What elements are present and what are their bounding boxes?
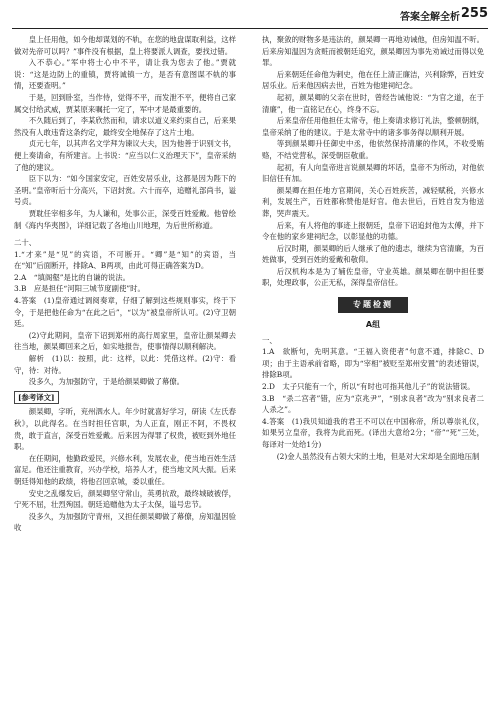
header-rule <box>12 28 488 29</box>
translation-paragraph: 安史之乱爆发后，颜杲卿坚守常山，英勇抗敌，最终城破被俘，宁死不屈，壮烈殉国。朝廷追赠他为太子太保，谥号忠节。 <box>14 488 236 510</box>
paragraph: 皇上任用他，如今他却谋划的不轨，在您的地盘谋取利益，这样做对先帝可以吗？”事件没有根据，皇上将要派人调查，要找过错。 <box>14 35 236 56</box>
paragraph: 等到颜杲卿升任御史中丞，他依然保持清廉的作风，不收受贿赂，不结党营私，深受朝臣敬重。 <box>262 139 484 160</box>
group-heading: A组 <box>365 320 381 330</box>
answer-item: 3.B 应是担任“河阳三城节度副使”时。 <box>14 284 145 294</box>
reference-translation-label: [参考译文] <box>14 391 59 405</box>
answer-item: (2)守此期间，皇帝下诏到郑州的高行周家里，皇帝让颜杲卿去往当地，颜杲卿回来之后，如实地报告，使事情得以顺利解决。 <box>14 330 236 352</box>
translation-paragraph: 颜杲卿，字昕，兖州泗水人。年少时就喜好学习，研读《左氏春秋》，以此得名。在当时担任官职，为人正直，刚正不阿，不畏权贵，敢于直言，深受百姓爱戴。后来因为得罪了权贵，被贬到外地任职。 <box>14 407 236 452</box>
answer-item: 4.答案 (1)我贝知道我的君王不可以在中国称帝，所以尊崇礼仪，如果另立皇帝，我将为此而死。(译出大意给2分；“帝”“死”三处，每译对一处给1分) <box>262 416 484 449</box>
answer-item: 3.B “杀二宫者”错，应为“京兆尹”，“别求良者”改为“别求良者二人杀之”。 <box>262 393 484 415</box>
paragraph: 后汉机构本是为了辅佐皇帝，守业英雄。颜杲卿在朝中担任要职，处理政事，公正无私，深得皇帝信任。 <box>262 266 484 288</box>
paragraph: 贞元七年，以其声名文学拜为谏议大夫，因为他善于识别文书，便上奏请命，有所建言。上书说：“应当以仁义治理天下”，皇帝采纳了他的建议。 <box>14 139 236 172</box>
page-number: 255 <box>460 6 488 21</box>
answer-item: 1.A 欲断句，先明其意。“王福入资使者”句意不通，排除C、D项；由于主语承前省略，即为“宰相”被贬至郑州安置”的表述错误，排除B项。 <box>262 347 484 380</box>
answer-item: (2)金人虽然没有占领大宋的土地，但是对大宋却是全面地压制 <box>276 451 480 461</box>
section-number: 一、 <box>262 335 277 345</box>
page-header <box>0 8 500 30</box>
translation-paragraph: 没多久，为加强防守青州，又担任颜杲卿做了幕僚，房知温因验收 <box>14 511 236 533</box>
answer-item: 2.A “填阁壑”是比的自谦的说法。 <box>14 272 131 282</box>
right-column <box>262 34 484 462</box>
paragraph: 起初，有人向皇帝进言说颜杲卿的坏话，皇帝不为所动，对他依旧信任有加。 <box>262 162 484 184</box>
section-number: 二十、 <box>14 238 37 248</box>
paragraph: 不久随后到了，李某欣然而和，请求以道义来约束自己，后来果然没有人敢违背这条约定，最终安全地保存了这片土地。 <box>14 116 236 137</box>
paragraph: 后来，有人将他的事迹上报朝廷，皇帝下诏追封他为太傅，并下令在他的家乡建祠纪念，以彰显他的功德。 <box>262 220 484 242</box>
answer-item: 2.D 太子只能有一个，所以“有时也可指其他儿子”的说法错误。 <box>262 382 475 392</box>
paragraph: 后汉时期，颜杲卿的后人继承了他的遗志，继续为官清廉，为百姓做事，受到百姓的爱戴和敬仰。 <box>262 243 484 265</box>
paragraph: 贾耽任宰相多年，为人谦和，处事公正，深受百姓爱戴。他曾绘制《海内华夷图》，详细记载了各地山川地理，为后世所称道。 <box>14 208 236 230</box>
answer-item: 没多久，为加强防守，于是给颜杲卿做了幕僚。 <box>28 377 185 387</box>
section-banner: 专题检测 <box>338 297 408 313</box>
paragraph: 于是，回到卧室，当作侍，觉得不平，而发泄不平，便将自己家属交付给武威，贾某原来嘱托一定了，军中才是最重要的。 <box>14 92 236 114</box>
paragraph: 后来朝廷任命他为刺史，他在任上清正廉洁，兴利除弊，百姓安居乐业。后来他因病去世，百姓为他建祠纪念。 <box>262 69 484 91</box>
answer-item: 4.答案 (1)皇帝通过调阅奏章，仔细了解到这些规则事实，终于下令，于是把他任命为“在此之后”，“以为”被皇帝所认可。(2)守卫朝廷。 <box>14 296 236 329</box>
paragraph: 起初，颜杲卿的父亲在世时，曾经告诫他说：“为官之道，在于清廉”，他一直铭记在心，终身不忘。 <box>262 92 484 114</box>
analysis-note: 解析 (1)以：按照，此：这样，以此：凭借这样。(2)守：看守，待：对待。 <box>14 354 236 375</box>
paragraph: 入不恭心。”军中将士心中不平，请让我为您去了他。”贾就说：“这是边防上的重镇，贾将诚镇一方，是否有意图谋不轨的事情，还要查明。” <box>14 58 236 91</box>
paragraph: 颜杲卿在担任地方官期间，关心百姓疾苦，减轻赋税，兴修水利，发展生产，百姓都称赞他是好官。他去世后，百姓自发为他送葬，哭声震天。 <box>262 185 484 218</box>
paragraph: 后来皇帝任用他担任太常寺，他上奏请求修订礼法，整顿朝纲，皇帝采纳了他的建议。于是太常寺中的诸多事务得以顺利开展。 <box>262 116 484 137</box>
answer-item: 1.“才来”是“见”的宾语，不可断开。“卿”是“知”的宾语，当在“知”后面断开，排除A、B两项，由此可得正确答案为D。 <box>14 249 236 271</box>
header-label: 答案全解全析 <box>400 12 460 23</box>
paragraph: 执，聚敛的财物多是违法的，颜杲卿一再地劝诫他，但房知温不听。后来房知温因为贪赃而被朝廷追究，颜杲卿因为事先劝诫过而得以免罪。 <box>262 35 484 68</box>
translation-paragraph: 在任期间，他勤政爱民，兴修水利，发展农业，使当地百姓生活富足。他还注重教育，兴办学校，培养人才，使当地文风大振。后来朝廷得知他的政绩，将他召回京城，委以重任。 <box>14 453 236 486</box>
paragraph: 臣下以为：“如今国家安定，百姓安居乐业，这都是因为陛下的圣明。”皇帝听后十分高兴，下诏封赏。六十而卒，追赠礼部尚书，谥号贞。 <box>14 174 236 207</box>
left-column <box>14 34 236 534</box>
